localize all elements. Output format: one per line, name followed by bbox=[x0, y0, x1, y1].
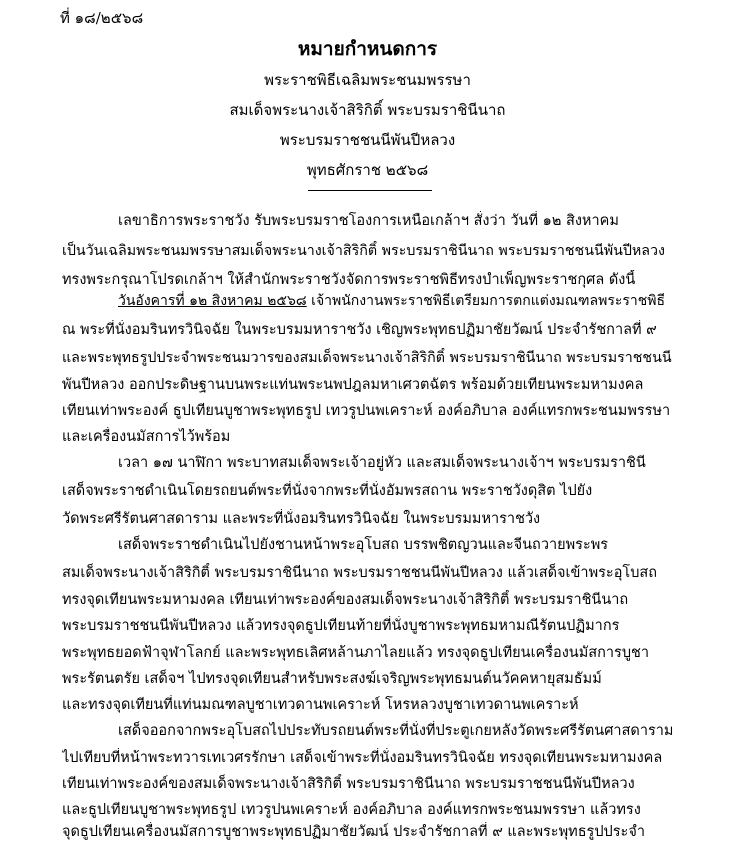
subtitle-queen-name: สมเด็จพระนางเจ้าสิริกิติ์ พระบรมราชินีนาถ bbox=[229, 101, 506, 119]
paragraph-line: สมเด็จพระนางเจ้าสิริกิติ์ พระบรมราชินีนาถ พระบรมราชชนนีพันปีหลวง แล้วเสด็จเข้าพระอุโบสถ bbox=[62, 565, 658, 581]
paragraph-line: เสด็จพระราชดำเนินไปยังชานหน้าพระอุโบสถ บรรพชิตญวนและจีนถวายพระพร bbox=[118, 537, 609, 553]
paragraph-line: เป็นวันเฉลิมพระชนมพรรษาสมเด็จพระนางเจ้าสิริกิติ์ พระบรมราชินีนาถ พระบรมราชชนนีพันปีหลวง bbox=[62, 243, 665, 259]
subtitle-queen-title: พระบรมราชชนนีพันปีหลวง bbox=[279, 131, 456, 149]
document-title: หมายกำหนดการ bbox=[297, 38, 438, 60]
subtitle-year: พุทธศักราช ๒๕๖๘ bbox=[306, 161, 429, 179]
paragraph-line: ทรงพระกรุณาโปรดเกล้าฯ ให้สำนักพระราชวังจัดการพระราชพิธีทรงบำเพ็ญพระราชกุศล ดังนี้ bbox=[62, 272, 636, 288]
paragraph-line: เสด็จพระราชดำเนินโดยรถยนต์พระที่นั่งจากพระที่นั่งอัมพรสถาน พระราชวังดุสิต ไปยัง bbox=[62, 483, 593, 499]
paragraph-line: ไปเทียบที่หน้าพระทวารเทเวศรรักษา เสด็จเข้าพระที่นั่งอมรินทรวินิจฉัย ทรงจุดเทียนพระมหามงคล bbox=[62, 750, 663, 766]
paragraph-line: เสด็จออกจากพระอุโบสถไปประทับรถยนต์พระที่นั่งที่ประตูเกยหลังวัดพระศรีรัตนศาสดาราม bbox=[118, 723, 674, 739]
paragraph-line: เทียนเท่าพระองค์ของสมเด็จพระนางเจ้าสิริกิติ์ พระบรมราชินีนาถ พระบรมราชชนนีพันปีหลวง bbox=[62, 776, 635, 792]
document-number: ที่ ๑๘/๒๕๖๘ bbox=[60, 9, 144, 27]
paragraph-line: และทรงจุดเทียนที่แท่นมณฑลบูชาเทวดานพเคราะห์ โหรหลวงบูชาเทวดานพเคราะห์ bbox=[62, 697, 579, 713]
paragraph-line: พันปีหลวง ออกประดิษฐานบนพระแท่นพระนพปฎลมหาเศวตฉัตร พร้อมด้วยเทียนพระมหามงคล bbox=[62, 377, 644, 393]
paragraph-line: พระบรมราชชนนีพันปีหลวง แล้วทรงจุดธูปเทียนท้ายที่นั่งบูชาพระพุทธมหามณีรัตนปฏิมากร bbox=[62, 618, 620, 634]
paragraph-line: วัดพระศรีรัตนศาสดาราม และพระที่นั่งอมรินทรวินิจฉัย ในพระบรมมหาราชวัง bbox=[62, 511, 541, 527]
paragraph-line: พระพุทธยอดฟ้าจุฬาโลกย์ และพระพุทธเลิศหล้านภาไลยแล้ว ทรงจุดธูปเทียนเครื่องนมัสการบูชา bbox=[62, 645, 650, 661]
date-heading: วันอังคารที่ ๑๒ สิงหาคม ๒๕๖๘ bbox=[118, 293, 307, 309]
paragraph-line: จุดธูปเทียนเครื่องนมัสการบูชาพระพุทธปฏิมาชัยวัฒน์ ประจำรัชกาลที่ ๙ และพระพุทธรูปประจำ bbox=[62, 824, 645, 840]
paragraph-line: ณ พระที่นั่งอมรินทรวินิจฉัย ในพระบรมมหาราชวัง เชิญพระพุทธปฏิมาชัยวัฒน์ ประจำรัชกาลที่ ๙ bbox=[62, 322, 657, 338]
paragraph-line: พระรัตนตรัย เสด็จฯ ไปทรงจุดเทียนสำหรับพระสงฆ์เจริญพระพุทธมนต์นวัคคหายุสมธัมม์ bbox=[62, 671, 602, 687]
subtitle-ceremony: พระราชพิธีเฉลิมพระชนมพรรษา bbox=[264, 71, 471, 89]
paragraph-line: เลขาธิการพระราชวัง รับพระบรมราชโองการเหนือเกล้าฯ สั่งว่า วันที่ ๑๒ สิงหาคม bbox=[118, 213, 619, 229]
paragraph-line: ทรงจุดเทียนพระมหามงคล เทียนเท่าพระองค์ของสมเด็จพระนางเจ้าสิริกิติ์ พระบรมราชินีนาถ bbox=[62, 592, 629, 608]
paragraph-line: เวลา ๑๗ นาฬิกา พระบาทสมเด็จพระเจ้าอยู่หัว และสมเด็จพระนางเจ้าฯ พระบรมราชินี bbox=[118, 455, 646, 471]
date-heading-continuation: เจ้าพนักงานพระราชพิธีเตรียมการตกแต่งมณฑลพระราชพิธี bbox=[306, 293, 666, 309]
paragraph-line: และเครื่องนมัสการไว้พร้อม bbox=[62, 429, 231, 445]
paragraph-line bbox=[118, 291, 674, 311]
paragraph-line: และธูปเทียนบูชาพระพุทธรูป เทวรูปนพเคราะห์ องค์อภิบาล องค์แทรกพระชนมพรรษา แล้วทรง bbox=[62, 802, 641, 818]
paragraph-line: และพระพุทธรูปประจำพระชนมวารของสมเด็จพระนางเจ้าสิริกิติ์ พระบรมราชินีนาถ พระบรมราชชนนี bbox=[62, 350, 672, 366]
paragraph-line: เทียนเท่าพระองค์ ธูปเทียนบูชาพระพุทธรูป เทวรูปนพเคราะห์ องค์อภิบาล องค์แทรกพระชนมพรรษา bbox=[62, 403, 671, 419]
title-divider bbox=[308, 190, 432, 191]
